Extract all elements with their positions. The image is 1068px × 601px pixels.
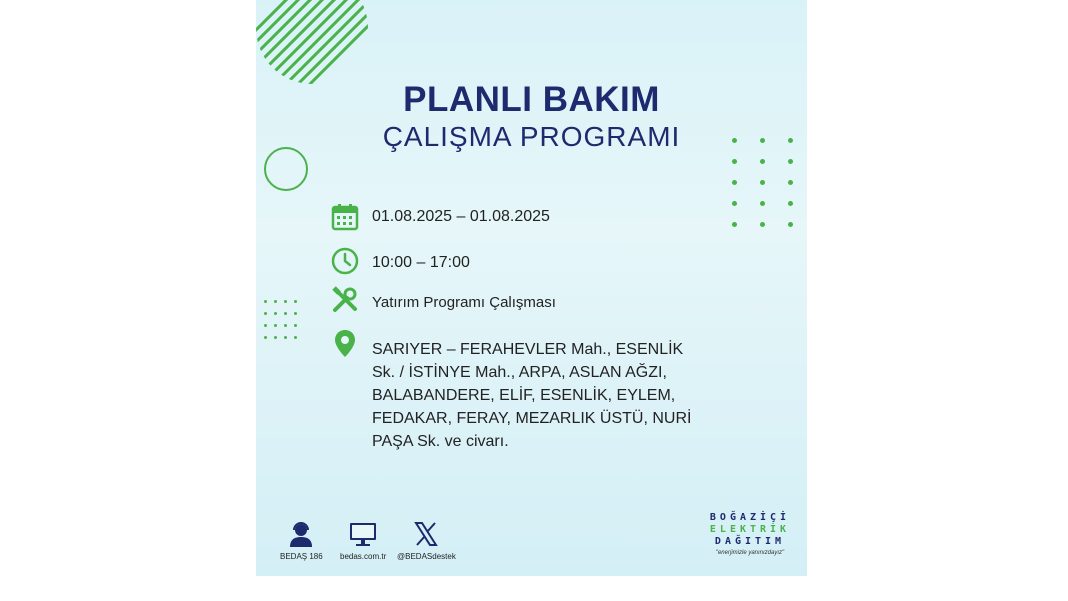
date-range-text: 01.08.2025 – 01.08.2025 [372,208,550,225]
circle-decoration [264,147,308,191]
time-range-text: 10:00 – 17:00 [372,254,470,271]
logo-line-1: BOĞAZİÇİ [709,512,791,523]
location-row [330,328,692,453]
footer-website-label: bedas.com.tr [340,552,387,561]
clock-icon [330,246,360,276]
announcement-poster [256,0,807,576]
call-center-icon [286,520,316,548]
work-type-row [330,285,556,315]
date-row [330,202,550,232]
poster-title: PLANLI BAKIM [403,80,660,119]
poster-subtitle: ÇALIŞMA PROGRAMI [382,121,681,152]
time-row [330,246,470,276]
logo-line-3: DAĞITIM [714,536,786,547]
work-type-text: Yatırım Programı Çalışması [372,294,556,311]
logo-tagline: "enerjimizle yanınızdayız" [715,550,785,556]
company-logo [702,512,798,556]
x-logo-icon [411,520,441,548]
footer-phone [280,520,323,561]
calendar-icon [330,202,360,232]
footer-twitter-label: @BEDASdestek [397,552,456,561]
footer-twitter [397,520,456,561]
tools-icon [330,285,360,315]
footer-website [340,520,386,561]
dot-grid-decoration-small [264,300,297,339]
location-text: SARIYER – FERAHEVLER Mah., ESENLİK Sk. / İSTİNYE Mah., ARPA, ASLAN AĞZI, BALABANDERE, ELİF, ESENLİK, EYLEM, FEDAKAR, FERAY, MEZARLIK ÜSTÜ, NURİ PAŞA Sk. ve civarı. [372,341,692,450]
map-pin-icon [330,328,360,358]
logo-line-2: ELEKTRİK [709,524,791,535]
footer-phone-label: BEDAŞ 186 [280,552,323,561]
monitor-icon [348,520,378,548]
